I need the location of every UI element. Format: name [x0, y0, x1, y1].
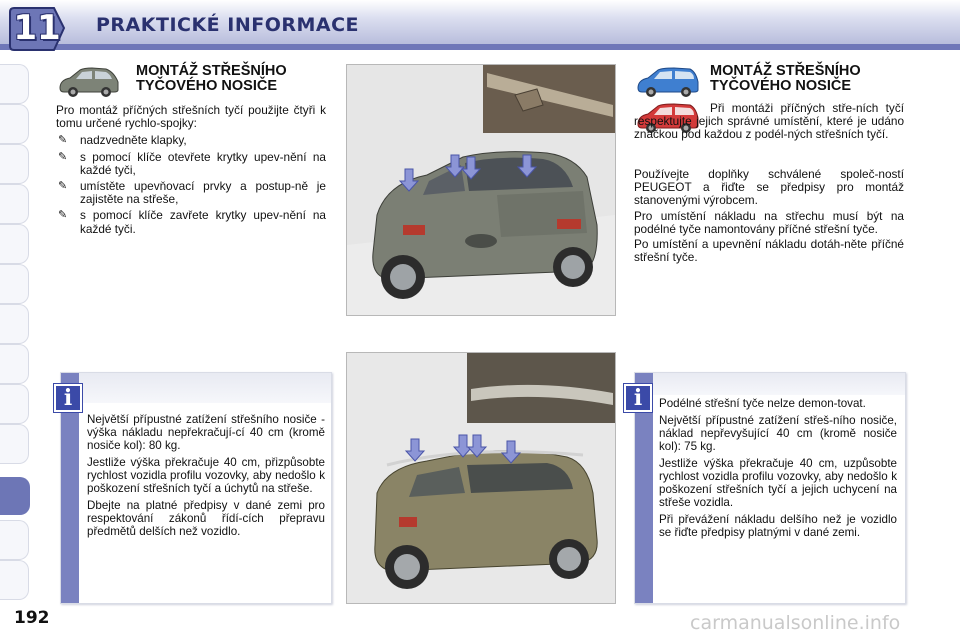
list-item	[56, 180, 326, 206]
bullet-text: umístěte upevňovací prvky a postup-ně je zajistěte na střeše,	[80, 179, 326, 207]
right-title-line2: TYČOVÉHO NOSIČE	[710, 78, 851, 94]
info-paragraph: Největší přípustné zatížení střešního nosiče - výška nákladu nepřekračují-cí 40 cm (kromě nosiče kol): 80 kg.	[87, 413, 325, 452]
info-paragraph: Největší přípustné zatížení střeš-ního nosiče, náklad nepřevyšující 40 cm (kromě nosiče kol): 75 kg.	[659, 414, 897, 453]
side-tab[interactable]	[0, 424, 29, 464]
pencil-bullet-icon: ✎	[58, 180, 68, 193]
side-tab[interactable]	[0, 520, 29, 560]
side-tab-active[interactable]	[0, 477, 30, 515]
right-section-title	[710, 64, 920, 94]
chapter-number: 11	[13, 8, 61, 48]
side-tab[interactable]	[0, 344, 29, 384]
page-number: 192	[14, 608, 50, 628]
side-tab[interactable]	[0, 64, 29, 104]
left-bullet-list	[56, 134, 326, 235]
list-item	[56, 151, 326, 177]
right-para-1	[634, 102, 904, 144]
right-paragraph: Po umístění a upevnění nákladu dotáh-něte příčné střešní tyče.	[634, 237, 904, 265]
info-head	[653, 373, 905, 395]
header-rule	[0, 44, 960, 50]
pencil-bullet-icon: ✎	[58, 150, 68, 163]
list-item	[56, 209, 326, 235]
right-paragraph: Používejte doplňky schválené společ-ností PEUGEOT a řiďte se předpisy pro montáž stanovenými výrobcem.	[634, 167, 904, 208]
side-tab[interactable]	[0, 104, 29, 144]
info-paragraph: Dbejte na platné předpisy v dané zemi pro respektování zákonů řídí-cích přepravu předmětů delších než vozidlo.	[87, 499, 325, 538]
info-box-left	[60, 372, 332, 604]
info-right-text	[659, 397, 897, 543]
info-icon: i	[624, 384, 652, 412]
side-tab[interactable]	[0, 264, 29, 304]
car-hatchback-icon	[56, 64, 122, 98]
bullet-text: s pomocí klíče zavřete krytky upev-nění na každé tyči.	[80, 208, 326, 236]
side-tab[interactable]	[0, 144, 29, 184]
bullet-text: nadzvedněte klapky,	[80, 133, 187, 148]
left-title-line2: TYČOVÉHO NOSIČE	[136, 78, 277, 94]
info-paragraph: Podélné střešní tyče nelze demon-tovat.	[659, 397, 866, 410]
info-paragraph: Jestliže výška překračuje 40 cm, přizpůsobte rychlost vozidla profilu vozovky, aby nedošlo k poškození střešních tyčí a úchytů na střeše.	[87, 456, 325, 495]
bullet-text: s pomocí klíče otevřete krytky upev-nění na každé tyči,	[80, 149, 326, 177]
list-item	[56, 134, 326, 147]
left-section-body	[56, 104, 326, 239]
side-tab[interactable]	[0, 224, 29, 264]
right-paragraph: Pro umístění nákladu na střechu musí být na podélné tyče namontovány příčné střešní tyče.	[634, 208, 904, 236]
pencil-bullet-icon: ✎	[58, 134, 68, 147]
wagon-roof-photo	[346, 352, 616, 604]
info-box-right	[634, 372, 906, 604]
right-title-line1: MONTÁŽ STŘEŠNÍHO	[710, 63, 861, 79]
hatchback-roof-photo	[346, 64, 616, 316]
pencil-bullet-icon: ✎	[58, 209, 68, 222]
side-tab[interactable]	[0, 304, 29, 344]
left-intro: Pro montáž příčných střešních tyčí použijte čtyři k tomu určené rychlo-spojky:	[56, 103, 326, 131]
left-section-title	[136, 64, 346, 94]
right-section-body	[634, 168, 904, 266]
side-tab[interactable]	[0, 560, 29, 600]
side-tab[interactable]	[0, 184, 29, 224]
info-paragraph: Jestliže výška překračuje 40 cm, uzpůsobte rychlost vozidla profilu vozovky, aby nedošlo k poškození střešních tyčí a jejich uchycení na střeše vozidla.	[659, 457, 897, 509]
info-left-text	[87, 413, 325, 542]
car-sw-blue-icon	[634, 64, 702, 98]
watermark: carmanualsonline.info	[690, 612, 901, 634]
info-icon: i	[54, 384, 82, 412]
left-title-line1: MONTÁŽ STŘEŠNÍHO	[136, 63, 287, 79]
side-tab[interactable]	[0, 384, 29, 424]
right-paragraph: Při montáži příčných stře-ních tyčí respektujte jejich správné umístění, které je udáno značkou pod každou z podél-ných střešních tyčí.	[634, 101, 904, 142]
info-paragraph: Při převážení nákladu delšího než je vozidlo se řiďte předpisy platnými v dané zemi.	[659, 513, 897, 539]
info-head	[79, 373, 331, 403]
page-title: PRAKTICKÉ INFORMACE	[96, 14, 360, 36]
